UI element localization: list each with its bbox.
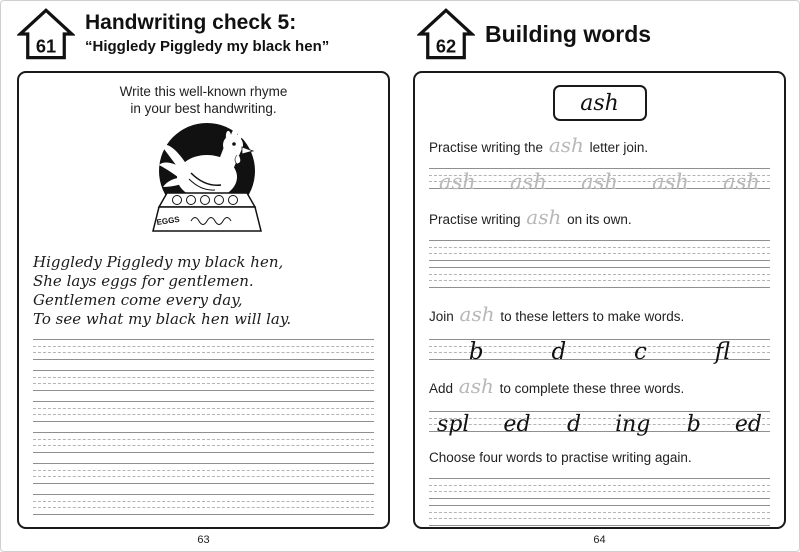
rhyme-line-1: Higgledy Piggledy my black hen, — [33, 253, 284, 271]
fragment-word-2: d ing — [566, 412, 651, 437]
lesson-number: 61 — [35, 35, 57, 57]
handwriting-lines — [429, 505, 770, 526]
right-activity-box — [413, 71, 786, 529]
page-subtitle: “Higgledy Piggledy my black hen” — [85, 38, 330, 55]
rhyme-text — [33, 253, 374, 329]
handwriting-lines — [429, 478, 770, 499]
handwriting-lines — [33, 339, 374, 360]
handwriting-practice-area — [33, 339, 374, 515]
keyword-gray: ash — [459, 302, 495, 326]
prompt-2: Practise writing ash on its own. — [429, 205, 632, 229]
instruction-line-2: in your best handwriting. — [130, 101, 277, 116]
keyword: ash — [580, 90, 619, 116]
page-title: Building words — [485, 21, 652, 47]
keyword-gray: ash — [548, 133, 584, 157]
hen-illustration-wrap — [33, 121, 374, 247]
handwriting-lines — [33, 370, 374, 391]
keyword-gray: ash — [458, 374, 494, 398]
hen-on-egg-box-illustration — [129, 121, 279, 247]
fragment-word-3: b ed — [686, 412, 762, 437]
egg-box-label: EGGS — [155, 214, 180, 227]
handwriting-lines-join-letters — [429, 339, 770, 365]
house-lesson-icon — [17, 7, 75, 61]
handwriting-lines — [429, 267, 770, 288]
keyword-box — [553, 85, 647, 121]
handwriting-lines — [33, 463, 374, 484]
house-lesson-icon — [417, 7, 475, 61]
left-activity-box — [17, 71, 390, 529]
page-title: Handwriting check 5: — [85, 11, 297, 34]
handwriting-lines — [33, 494, 374, 515]
handwriting-lines-traced — [429, 168, 770, 194]
rhyme-line-4: To see what my black hen will lay. — [33, 310, 292, 328]
instruction-text — [33, 83, 374, 117]
handwriting-lines — [33, 432, 374, 453]
prompt-1: Practise writing the ash letter join. — [429, 133, 649, 157]
join-letters: b d c fl — [468, 339, 731, 365]
lesson-number: 62 — [435, 35, 457, 57]
handwriting-lines — [429, 240, 770, 261]
traced-words: ash ash ash ash ash — [439, 170, 760, 194]
instruction-line-1: Write this well-known rhyme — [119, 84, 288, 99]
word-fragments — [435, 412, 764, 437]
prompt-4: Add ash to complete these three words. — [429, 374, 685, 398]
keyword-gray: ash — [526, 205, 562, 229]
rhyme-line-2: She lays eggs for gentlemen. — [33, 272, 254, 290]
prompt-3: Join ash to these letters to make words. — [429, 302, 685, 326]
prompt-5: Choose four words to practise writing again. — [429, 450, 692, 465]
page-number-right: 64 — [593, 534, 606, 546]
handwriting-lines-word-fragments — [429, 411, 770, 437]
page-number-left: 63 — [197, 534, 210, 546]
left-page-title — [85, 11, 329, 55]
fragment-word-1: spl ed — [437, 412, 531, 437]
handwriting-lines — [33, 401, 374, 422]
rhyme-line-3: Gentlemen come every day, — [33, 291, 243, 309]
